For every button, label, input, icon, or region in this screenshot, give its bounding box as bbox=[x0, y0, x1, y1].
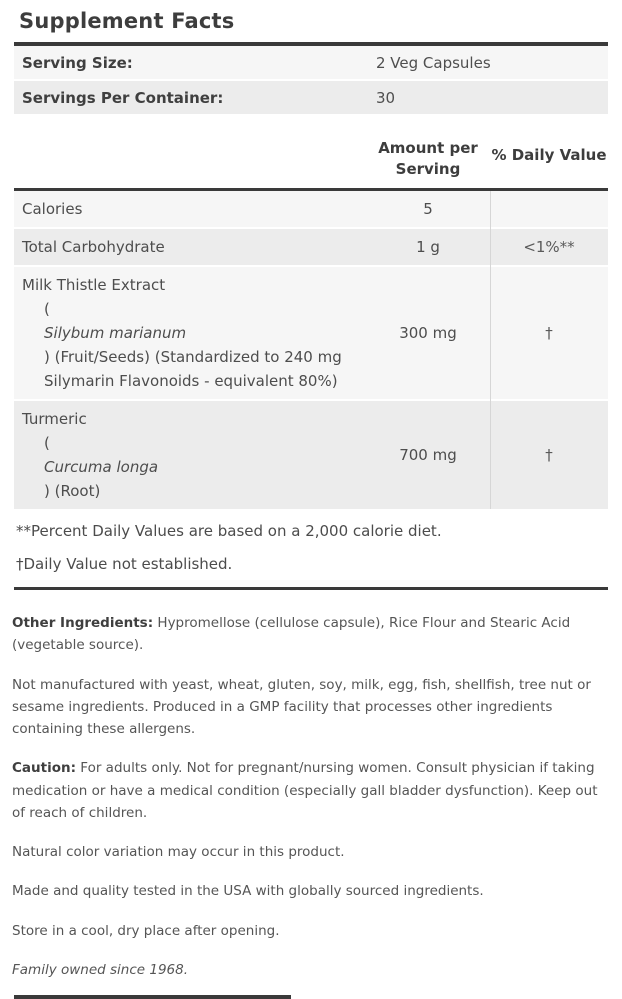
dagger-footnote: †Daily Value not established. bbox=[16, 555, 233, 573]
serving-size-value: 2 Veg Capsules bbox=[376, 53, 491, 72]
other-ingredients bbox=[12, 612, 610, 657]
table-row-total-carbohydrate bbox=[14, 229, 608, 265]
nutrient-name-line: ( bbox=[44, 434, 50, 452]
nutrient-name-line: Turmeric bbox=[22, 410, 87, 428]
other-ingredients-label: Other Ingredients: bbox=[12, 615, 154, 631]
table-row-turmeric bbox=[14, 401, 608, 509]
nutrient-name bbox=[14, 267, 366, 399]
nutrient-name-line: Calories bbox=[22, 200, 83, 218]
nutrient-name-line: Total Carbohydrate bbox=[22, 238, 165, 256]
serving-size-label: Serving Size: bbox=[22, 53, 133, 72]
serving-size-row bbox=[14, 46, 608, 79]
daily-value: † bbox=[545, 446, 553, 464]
caution-text: For adults only. Not for pregnant/nursing women. Consult physician if taking medication or have a medical condition (especially gall bladder dysfunction). Keep out of reach of children. bbox=[12, 760, 598, 821]
percent-dv-footnote: **Percent Daily Values are based on a 2,000 calorie diet. bbox=[16, 522, 442, 540]
nutrient-name bbox=[14, 229, 366, 265]
nutrient-name bbox=[14, 401, 366, 509]
nutrient-name-line: Milk Thistle Extract bbox=[22, 276, 166, 294]
nutrient-name-line: ) (Fruit/Seeds) (Standardized to 240 mg bbox=[44, 348, 342, 366]
amount-value: 1 g bbox=[416, 238, 440, 256]
table-header-row bbox=[14, 130, 608, 188]
caution-statement bbox=[12, 757, 610, 824]
servings-per-container-label: Servings Per Container: bbox=[22, 88, 224, 107]
page-title: Supplement Facts bbox=[19, 9, 235, 33]
nutrient-name bbox=[14, 191, 366, 227]
bottom-divider bbox=[14, 995, 291, 999]
allergen-statement: Not manufactured with yeast, wheat, gluten, soy, milk, egg, fish, shellfish, tree nut or sesame ingredients. Produced in a GMP facility that processes other ingredients containing these allergens. bbox=[12, 676, 591, 738]
amount-header-line2: Serving bbox=[395, 160, 461, 178]
nutrient-name-line: Silymarin Flavonoids - equivalent 80%) bbox=[44, 372, 338, 390]
header-spacer bbox=[14, 130, 366, 180]
amount-value: 700 mg bbox=[399, 446, 457, 464]
daily-value-header: % Daily Value bbox=[491, 145, 607, 164]
table-row-milk-thistle bbox=[14, 267, 608, 399]
other-ingredients-text: Hypromellose (cellulose capsule), Rice Flour and Stearic Acid (vegetable source). bbox=[12, 615, 571, 654]
daily-value: <1%** bbox=[523, 238, 575, 256]
servings-per-container-value: 30 bbox=[376, 88, 396, 107]
nutrient-name-line: ( bbox=[44, 300, 50, 318]
storage-note: Store in a cool, dry place after opening. bbox=[12, 922, 280, 939]
daily-value bbox=[490, 191, 608, 227]
nutrient-table bbox=[14, 191, 608, 509]
color-variation-note: Natural color variation may occur in this product. bbox=[12, 844, 345, 861]
amount-header-line1: Amount per bbox=[378, 139, 478, 157]
supplement-facts-panel bbox=[14, 0, 608, 590]
product-details bbox=[12, 590, 610, 981]
caution-label: Caution: bbox=[12, 760, 76, 777]
amount-value: 300 mg bbox=[399, 324, 457, 342]
amount-per-serving-header bbox=[366, 130, 490, 180]
daily-value: † bbox=[545, 324, 553, 342]
table-row-calories bbox=[14, 191, 608, 227]
botanical-name: Silybum marianum bbox=[44, 324, 187, 342]
botanical-name: Curcuma longa bbox=[44, 458, 159, 476]
family-owned-note: Family owned since 1968. bbox=[12, 961, 189, 978]
servings-per-container-row bbox=[14, 81, 608, 114]
footnotes bbox=[14, 521, 608, 574]
made-in-usa-note: Made and quality tested in the USA with globally sourced ingredients. bbox=[12, 883, 484, 900]
nutrient-name-line: ) (Root) bbox=[44, 482, 101, 500]
amount-value: 5 bbox=[423, 200, 433, 218]
